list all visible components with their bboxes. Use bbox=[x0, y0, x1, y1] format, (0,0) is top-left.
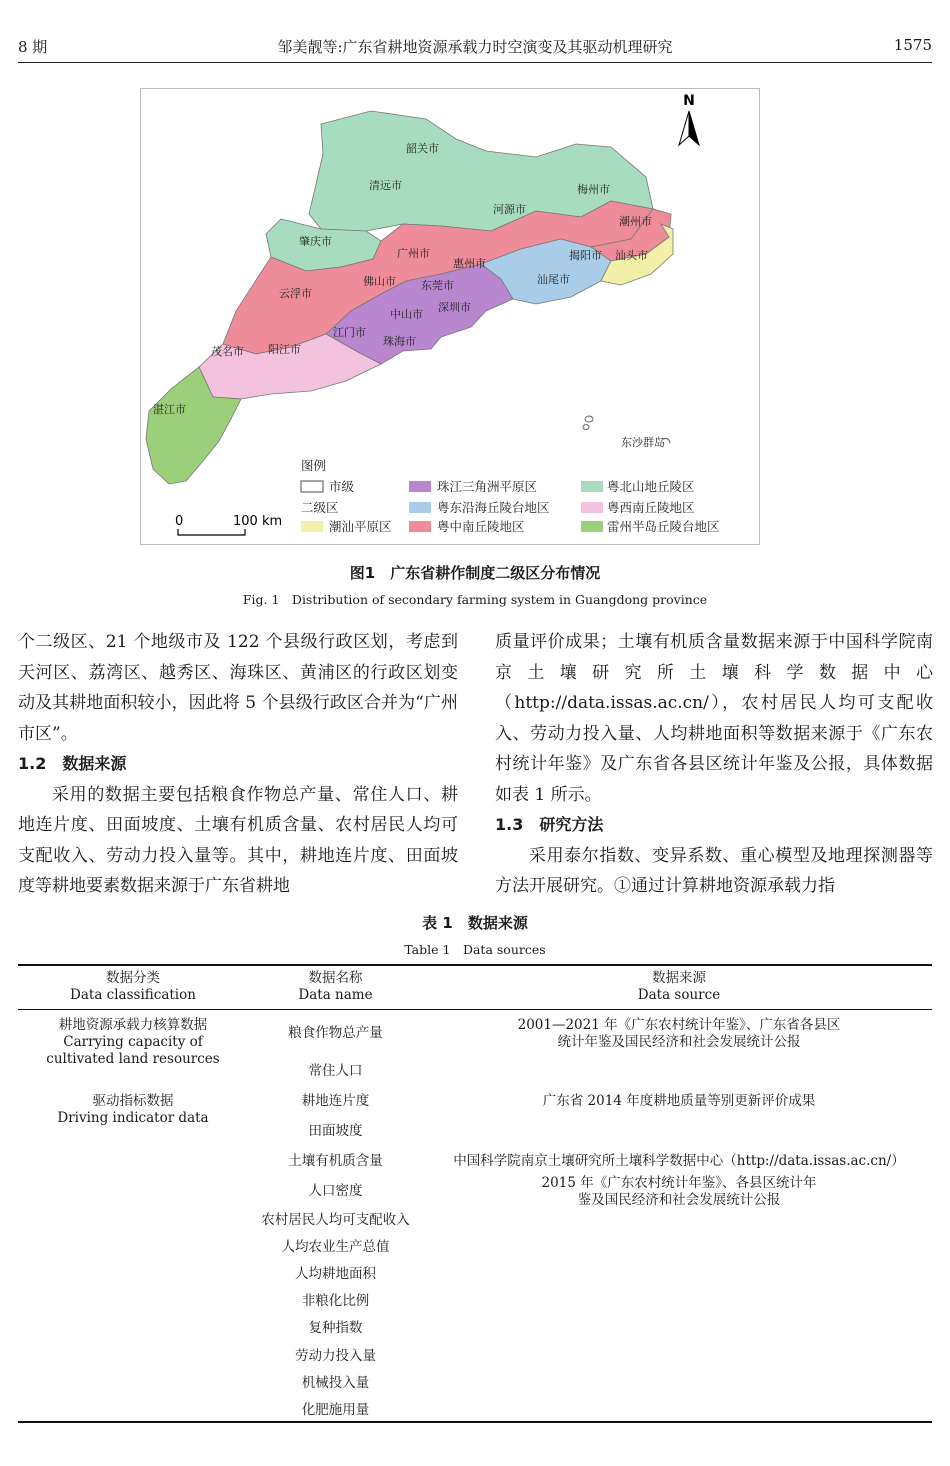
map-label-zhanjiang: 湛江市 bbox=[153, 403, 186, 416]
table-cell-name: 复种指数 bbox=[308, 1320, 363, 1336]
table-class-carrying-capacity: 耕地资源承载力核算数据 Carrying capacity of cultivated land resources bbox=[46, 1017, 220, 1067]
figure-1-caption-zh: 图1 广东省耕作制度二级区分布情况 bbox=[349, 564, 601, 582]
paragraph: 个二级区、21 个地级市及 122 个县级行政区划，考虑到天河区、荔湾区、越秀区、海珠区、黄浦区的行政区划变动及其耕地面积较小，因此将 5 个县级行政区合并为“广州市区”。 bbox=[18, 632, 458, 744]
legend-swatch-east-coast bbox=[409, 502, 431, 513]
map-label-yangjiang: 阳江市 bbox=[268, 343, 301, 356]
page-number: 1575 bbox=[893, 36, 932, 54]
map-label-guangzhou: 广州市 bbox=[397, 247, 430, 260]
table-cell-name: 非粮化比例 bbox=[301, 1293, 370, 1309]
table-cell-name: 人口密度 bbox=[308, 1183, 363, 1199]
table-cell-name: 人均农业生产总值 bbox=[281, 1239, 390, 1255]
paragraph: 采用泰尔指数、变异系数、重心模型及地理探测器等方法开展研究。①通过计算耕地资源承载力指 bbox=[495, 845, 933, 896]
map-label-chaozhou: 潮州市 bbox=[619, 215, 652, 228]
table-1-caption-en: Table 1 Data sources bbox=[404, 942, 546, 957]
legend-title: 图例 bbox=[301, 458, 327, 473]
issue-number: 8 期 bbox=[18, 38, 48, 56]
legend-southwest: 粤西南丘陵地区 bbox=[607, 500, 695, 515]
table-cell-name: 机械投入量 bbox=[301, 1375, 370, 1391]
island-mark bbox=[583, 425, 589, 430]
table-cell-name: 农村居民人均可支配收入 bbox=[261, 1212, 410, 1228]
section-heading-1-2: 1.2 数据来源 bbox=[18, 754, 127, 773]
figure-1-caption-en: Fig. 1 Distribution of secondary farming system in Guangdong province bbox=[242, 592, 708, 607]
north-arrow-icon bbox=[679, 111, 689, 145]
scale-label: 100 km bbox=[233, 514, 283, 529]
legend-swatch-city bbox=[301, 481, 323, 492]
north-letter: N bbox=[683, 93, 695, 109]
map-label-shanwei: 汕尾市 bbox=[537, 273, 570, 286]
legend-pearl-delta: 珠江三角洲平原区 bbox=[437, 479, 538, 494]
table-cell-name: 常住人口 bbox=[308, 1063, 363, 1079]
running-header bbox=[18, 22, 932, 63]
table-cell-name: 人均耕地面积 bbox=[295, 1266, 376, 1282]
map-label-foshan: 佛山市 bbox=[363, 275, 396, 288]
legend-swatch-chaoshan bbox=[301, 521, 323, 532]
map-label-shantou: 汕头市 bbox=[615, 249, 648, 262]
map-label-shaoguan: 韶关市 bbox=[406, 142, 439, 155]
legend-north-mountain: 粤北山地丘陵区 bbox=[607, 479, 695, 494]
north-arrow-icon bbox=[689, 111, 699, 145]
table-cell-name: 耕地连片度 bbox=[301, 1093, 370, 1109]
scale-bar bbox=[178, 529, 245, 535]
legend-central-south: 粤中南丘陵地区 bbox=[437, 519, 525, 534]
legend-swatch-pearl-delta bbox=[409, 481, 431, 492]
table-cell-name: 化肥施用量 bbox=[301, 1402, 370, 1418]
table-cell-source: 中国科学院南京土壤研究所土壤科学数据中心（http://data.issas.ac.cn/） bbox=[453, 1153, 905, 1169]
table-cell-name: 劳动力投入量 bbox=[295, 1348, 376, 1364]
table-header-classification: 数据分类 Data classification bbox=[70, 970, 196, 1003]
map-label-dongsha: 东沙群岛 bbox=[621, 436, 665, 449]
table-header-name: 数据名称 Data name bbox=[298, 970, 373, 1003]
right-column bbox=[495, 627, 933, 902]
map-label-dongguan: 东莞市 bbox=[421, 279, 454, 292]
map-label-meizhou: 梅州市 bbox=[577, 183, 610, 196]
legend-swatch-leizhou bbox=[581, 521, 603, 532]
table-header-source: 数据来源 Data source bbox=[637, 970, 721, 1003]
legend-swatch-southwest bbox=[581, 502, 603, 513]
table-class-driving-indicator: 驱动指标数据 Driving indicator data bbox=[57, 1093, 209, 1126]
table-cell-source: 广东省 2014 年度耕地质量等别更新评价成果 bbox=[542, 1093, 816, 1109]
table-1-caption-zh: 表 1 数据来源 bbox=[422, 914, 528, 932]
legend-city: 市级 bbox=[329, 479, 355, 494]
legend-swatch-north-mountain bbox=[581, 481, 603, 492]
legend-leizhou: 雷州半岛丘陵台地区 bbox=[607, 519, 720, 534]
table-cell-source: 2001—2021 年《广东农村统计年鉴》、广东省各县区 统计年鉴及国民经济和社会发展统计公报 bbox=[517, 1017, 841, 1050]
map-label-huizhou: 惠州市 bbox=[453, 257, 486, 270]
legend-east-coast: 粤东沿海丘陵台地区 bbox=[437, 500, 550, 515]
table-bottom-rule bbox=[18, 1421, 932, 1423]
map-label-zhaoqing: 肇庆市 bbox=[299, 235, 332, 248]
map-label-jiangmen: 江门市 bbox=[333, 326, 366, 339]
left-column bbox=[18, 627, 458, 902]
map-label-shenzhen: 深圳市 bbox=[438, 301, 471, 314]
map-label-jieyang: 揭阳市 bbox=[569, 249, 602, 262]
table-cell-name: 土壤有机质含量 bbox=[288, 1153, 383, 1169]
table-header-rule bbox=[18, 1009, 932, 1010]
legend-region: 二级区 bbox=[301, 500, 339, 515]
running-title: 邹美靓等:广东省耕地资源承载力时空演变及其驱动机理研究 bbox=[277, 38, 673, 56]
figure-1-map bbox=[140, 88, 760, 545]
map-label-qingyuan: 清远市 bbox=[369, 179, 402, 192]
scale-zero: 0 bbox=[175, 514, 184, 529]
map-label-heyuan: 河源市 bbox=[493, 203, 526, 216]
legend-chaoshan: 潮汕平原区 bbox=[329, 519, 392, 534]
island-mark bbox=[585, 416, 593, 422]
legend-swatch-central-south bbox=[409, 521, 431, 532]
section-heading-1-3: 1.3 研究方法 bbox=[495, 815, 604, 834]
paragraph: 采用的数据主要包括粮食作物总产量、常住人口、耕地连片度、田面坡度、土壤有机质含量、农村居民人均可支配收入、劳动力投入量等。其中，耕地连片度、田面坡度等耕地要素数据来源于广东省耕地 bbox=[18, 784, 458, 896]
map-label-zhongshan: 中山市 bbox=[390, 308, 423, 321]
map-label-zhuhai: 珠海市 bbox=[383, 335, 416, 348]
table-cell-name: 田面坡度 bbox=[308, 1123, 363, 1139]
table-cell-source: 2015 年《广东农村统计年鉴》、各县区统计年 鉴及国民经济和社会发展统计公报 bbox=[541, 1175, 817, 1208]
map-label-yunfu: 云浮市 bbox=[279, 287, 312, 300]
map-label-maoming: 茂名市 bbox=[211, 345, 244, 358]
table-cell-name: 粮食作物总产量 bbox=[288, 1025, 383, 1041]
table-top-rule bbox=[18, 964, 932, 966]
paragraph: 质量评价成果；土壤有机质含量数据来源于中国科学院南京土壤研究所土壤科学数据中心（http://data.issas.ac.cn/），农村居民人均可支配收入、劳动力投入量、人均耕地面积等数据来源于《广东农村统计年鉴》及广东省各县区统计年鉴及公报，具体数据如表 1 所示。 bbox=[495, 632, 933, 805]
map-svg bbox=[141, 89, 759, 544]
